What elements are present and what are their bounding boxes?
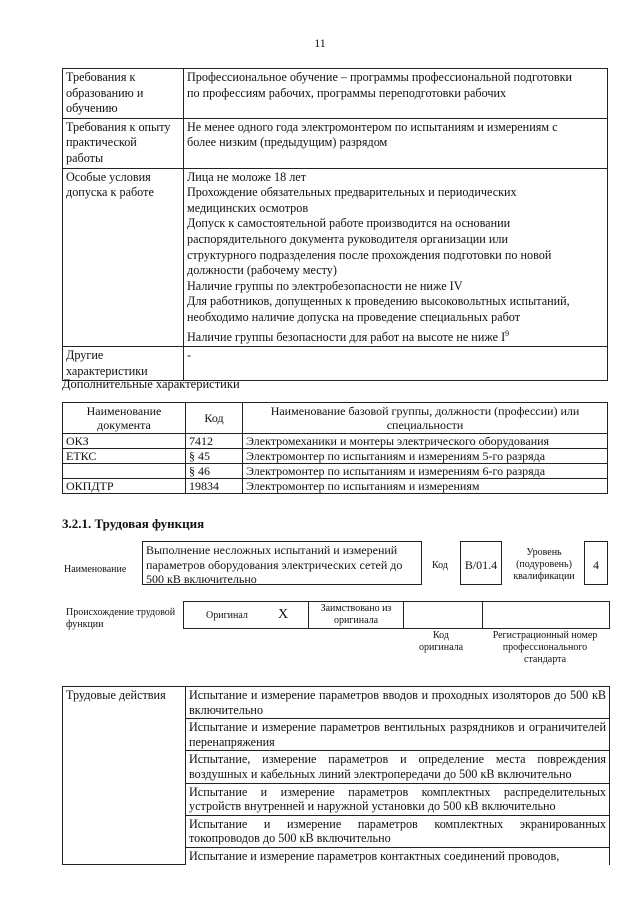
requirement-value-line: Не менее одного года электромонтером по испытаниям и измерениям с <box>187 119 558 134</box>
requirement-value-line: Профессиональное обучение – программы профессиональной подготовки <box>187 70 573 84</box>
requirement-row <box>63 168 608 347</box>
origin-label: Происхождение трудовой функции <box>66 607 176 630</box>
name-cell: Электромонтер по испытаниям и измерениям 5-го разряда <box>243 449 608 464</box>
function-name-value: Выполнение несложных испытаний и измерений параметров оборудования электрических сетей до 500 кВ включительно <box>142 541 422 585</box>
qualification-level-value: 4 <box>584 541 608 585</box>
doc-cell <box>63 464 186 479</box>
doc-cell: ОКПДТР <box>63 479 186 494</box>
requirement-value-line: Лица не моложе 18 лет <box>187 169 307 184</box>
requirement-value-line: - <box>187 348 192 363</box>
code-cell: 19834 <box>186 479 243 494</box>
labor-actions-label: Трудовые действия <box>63 687 186 865</box>
labor-actions-table <box>62 686 610 865</box>
additional-row <box>63 479 608 494</box>
reg-number-cell <box>482 601 610 629</box>
original-mark: X <box>278 607 289 622</box>
requirement-row <box>63 118 608 168</box>
requirement-value <box>184 168 608 347</box>
borrowed-cell: Заимствовано из оригинала <box>308 601 404 629</box>
requirement-value-line: медицинских осмотров <box>187 200 309 215</box>
requirement-label <box>63 69 184 119</box>
code-cell: 7412 <box>186 434 243 449</box>
footnote-superscript: 9 <box>505 328 510 338</box>
name-cell: Электромонтер по испытаниям и измерениям <box>243 479 608 494</box>
section-title: 3.2.1. Трудовая функция <box>62 516 205 531</box>
requirement-label-line: Требования к <box>66 70 136 84</box>
requirement-label-line: работы <box>66 150 104 165</box>
qualification-level-label: Уровень (подуровень) квалификации <box>513 547 575 582</box>
requirement-label-line: образованию и <box>66 85 144 100</box>
requirement-label-line: Другие <box>66 348 104 363</box>
requirement-value <box>184 69 608 119</box>
requirement-value <box>184 347 608 381</box>
name-cell: Электромонтер по испытаниям и измерениям 6-го разряда <box>243 464 608 479</box>
doc-cell: ЕТКС <box>63 449 186 464</box>
additional-row <box>63 464 608 479</box>
labor-action-item: Испытание, измерение параметров и определение места повреждения воздушных и кабельных линий электропередачи до 500 кВ включительно <box>186 751 610 783</box>
labor-action-item: Испытание и измерение параметров вентильных разрядников и ограничителей перенапряжения <box>186 719 610 751</box>
labor-action-item: Испытание и измерение параметров комплектных экранированных токопроводов до 500 кВ включительно <box>186 815 610 847</box>
requirement-value-line: Для работников, допущенных к проведению высоковольтных испытаний, <box>187 294 570 309</box>
additional-characteristics-table <box>62 402 608 494</box>
labor-action-item: Испытание и измерение параметров комплектных распределительных устройств внутренней и наружной установки до 500 кВ включительно <box>186 783 610 815</box>
requirement-value-line: Наличие группы безопасности для работ на высоте не ниже I <box>187 329 506 344</box>
requirement-label-line: Требования к опыту <box>66 119 171 134</box>
reg-number-label: Регистрационный номер профессионального стандарта <box>492 630 598 665</box>
function-code-label: Код <box>432 560 448 571</box>
original-cell <box>183 601 309 629</box>
requirement-label-line: допуска к работе <box>66 185 154 200</box>
original-label: Оригинал <box>206 610 248 621</box>
requirement-label <box>63 347 184 381</box>
additional-characteristics-title: Дополнительные характеристики <box>62 377 240 391</box>
requirement-label-line: характеристики <box>66 363 148 378</box>
requirement-label <box>63 168 184 347</box>
doc-cell: ОКЗ <box>63 434 186 449</box>
requirement-value-line: Допуск к самостоятельной работе производится на основании <box>187 216 511 231</box>
additional-row <box>63 434 608 449</box>
code-original-label: Код оригинала <box>418 630 464 653</box>
requirement-label-line: обучению <box>66 101 118 116</box>
requirement-label <box>63 118 184 168</box>
code-cell: § 45 <box>186 449 243 464</box>
page-number: 11 <box>314 36 326 50</box>
requirement-value-line: структурного подразделения после прохождения подготовки по новой <box>187 247 552 262</box>
requirement-value-line: более низким (предыдущим) разрядом <box>187 135 388 150</box>
requirement-row <box>63 69 608 119</box>
labor-action-item: Испытание и измерение параметров контактных соединений проводов, <box>186 847 610 864</box>
col-header-name: Наименование базовой группы, должности (профессии) или специальности <box>243 403 608 434</box>
code-cell: § 46 <box>186 464 243 479</box>
function-name-label: Наименование <box>64 564 127 575</box>
labor-action-row <box>63 687 610 719</box>
additional-row <box>63 449 608 464</box>
requirement-value-line: необходимо наличие допуска на проведение специальных работ <box>187 309 521 324</box>
name-cell: Электромеханики и монтеры электрического оборудования <box>243 434 608 449</box>
requirement-value-line-wrap <box>187 326 604 346</box>
requirement-value-line: должности (рабочему месту) <box>187 263 337 278</box>
requirement-label-line: практической <box>66 135 137 150</box>
requirement-value-line: по профессиям рабочих, программы переподготовки рабочих <box>187 85 507 100</box>
function-code-value: B/01.4 <box>460 541 502 585</box>
code-original-cell <box>403 601 483 629</box>
requirement-label-line: Особые условия <box>66 169 151 184</box>
col-header-document: Наименование документа <box>63 403 186 434</box>
requirements-table <box>62 68 608 381</box>
labor-action-item: Испытание и измерение параметров вводов и проходных изоляторов до 500 кВ включительно <box>186 687 610 719</box>
requirement-value <box>184 118 608 168</box>
col-header-code: Код <box>186 403 243 434</box>
requirement-value-line: распорядительного документа руководителя организации или <box>187 231 508 246</box>
requirement-row <box>63 347 608 381</box>
requirement-value-line: Прохождение обязательных предварительных и периодических <box>187 185 517 200</box>
requirement-value-line: Наличие группы по электробезопасности не ниже IV <box>187 278 463 293</box>
